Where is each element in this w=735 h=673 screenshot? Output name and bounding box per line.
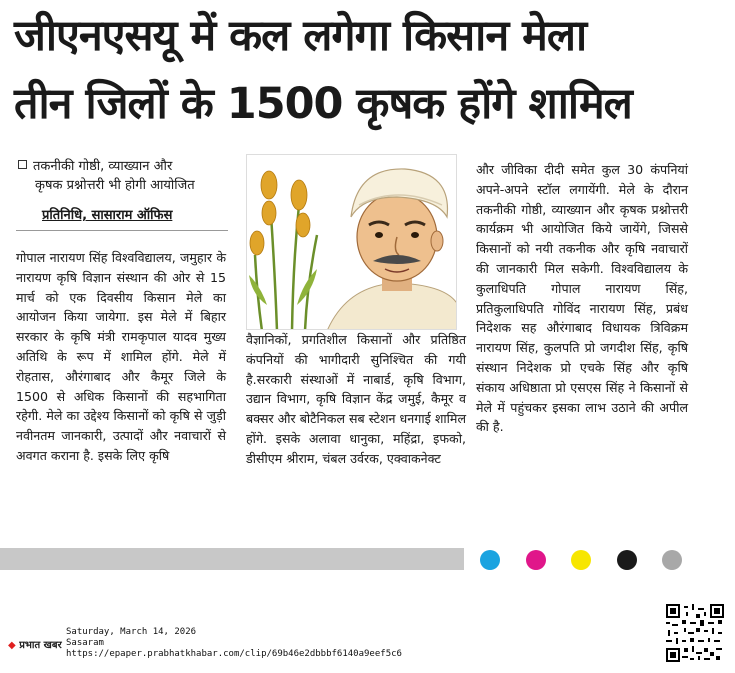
farmer-illustration xyxy=(246,154,457,330)
byline-divider xyxy=(16,230,228,231)
column-2-text: वैज्ञानिकों, प्रगतिशील किसानों और प्रतिष्ठित कंपनियों की भागीदारी सुनिश्चित की गयी है.सरकारी संस्थाओं में नाबार्ड, कृषि विभाग, उद्यान विभाग, कृषि विज्ञान केंद्र जमुई, कैमूर व बक्सर और बोटैनिकल सब स्टेशन धनगाई शामिल होंगे. इसके अलावा धानुका, महिंद्रा, इफको, डीसीएम श्रीराम, चंबल उर्वरक, एक्वाकनेक्ट xyxy=(246,332,466,466)
color-dot-cyan xyxy=(480,550,500,570)
prabhat-khabar-logo: ◆ प्रभात खबर xyxy=(8,640,62,651)
logo-text: प्रभात खबर xyxy=(19,640,62,651)
kicker-line-2: कृषक प्रश्नोत्तरी भी होगी आयोजित xyxy=(35,178,195,193)
kicker xyxy=(18,157,230,195)
color-dot-magenta xyxy=(526,550,546,570)
qr-code-icon xyxy=(666,604,724,662)
color-dot-black xyxy=(617,550,637,570)
column-3-text: और जीविका दीदी समेत कुल 30 कंपनियां अपने-अपने स्टॉल लगायेंगी. मेले के दौरान तकनीकी गोष्ठी, व्याख्यान और कृषक प्रश्नोत्तरी कार्यक्रम भी आयोजित किये जायेंगे, जिससे किसानों को नयी तकनीक और कृषि नवाचारों की जानकारी मिल सकेगी. विश्वविद्यालय के कुलाधिपति गोपाल नारायण सिंह, प्रतिकुलाधिपति गोविंद नारायण सिंह, प्रबंध निदेशक सह औरंगाबाद विधायक त्रिविक्रम नारायण सिंह, कुलपति प्रो जगदीश सिंह, कृषि संस्थान निदेशक प्रो एचके सिंह और कृषि संकाय अधिष्ठाता प्रो एसएस सिंह ने किसानों से मेले में पहुंचकर इसका लाभ उठाने की अपील की है. xyxy=(476,162,688,435)
footer-url[interactable]: https://epaper.prabhatkhabar.com/clip/69b46e2dbbbf6140a9eef5c6 xyxy=(66,649,402,659)
article-column-1 xyxy=(16,248,226,466)
byline: प्रतिनिधि, सासाराम ऑफिस xyxy=(42,208,173,223)
headline-line-2: तीन जिलों के 1500 कृषक होंगे शामिल xyxy=(14,79,632,129)
footer-info xyxy=(66,627,402,660)
headline-line-1: जीएनएसयू में कल लगेगा किसान मेला xyxy=(14,11,587,61)
footer-date: Saturday, March 14, 2026 xyxy=(66,627,197,637)
article-column-2 xyxy=(246,330,466,469)
color-dot-yellow xyxy=(571,550,591,570)
registration-strip xyxy=(0,548,464,570)
square-bullet-icon xyxy=(18,160,27,169)
kicker-line-1: तकनीकी गोष्ठी, व्याख्यान और xyxy=(33,159,173,174)
color-dot-gray xyxy=(662,550,682,570)
column-1-text: गोपाल नारायण सिंह विश्वविद्यालय, जमुहार के नारायण कृषि विज्ञान संस्थान की ओर से 15 मार्च को एक दिवसीय किसान मेले का आयोजन किया जायेगा. इस मेले में बिहार सरकार के कृषि मंत्री रामकृपाल यादव मुख्य अतिथि के रूप में शामिल होंगे. मेले में रोहतास, औरंगाबाद और कैमूर जिले के 1500 से अधिक किसानों की सहभागिता रहेगी. मेले का उद्देश्य किसानों को कृषि से जुड़ी नवीनतम जानकारी, उत्पादों और नवाचारों से अवगत कराना है. इसके लिए कृषि xyxy=(16,250,226,463)
farmer-illustration-svg xyxy=(247,155,457,330)
footer-place: Sasaram xyxy=(66,638,104,648)
article-column-3 xyxy=(476,160,688,437)
